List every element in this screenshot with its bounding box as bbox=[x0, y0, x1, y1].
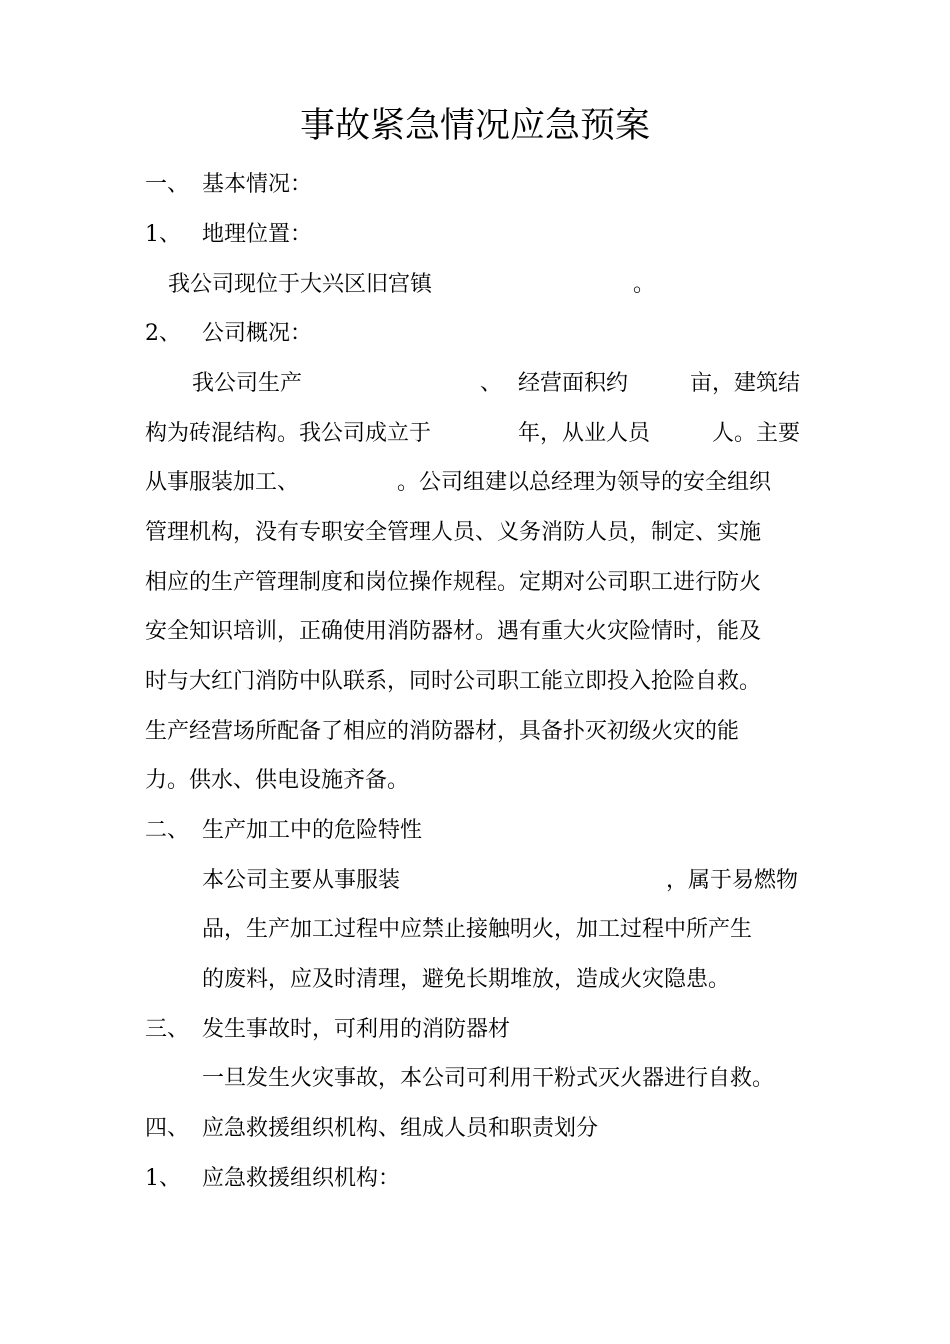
equipment-text: 一旦发生火灾事故，本公司可利用干粉式灭火器进行自救。 bbox=[202, 1066, 775, 1091]
overview-line-6: 安全知识培训，正确使用消防器材。遇有重大火灾险情时，能及 bbox=[145, 619, 762, 644]
section-2-number: 二、 bbox=[145, 818, 190, 843]
subsection-1-heading: 地理位置： bbox=[202, 222, 313, 247]
hazard-line-1-part-2: ，属于易燃物 bbox=[666, 868, 799, 893]
overview-line-3-part-2: 。公司组建以总经理为领导的安全组织 bbox=[397, 470, 772, 495]
hazard-line-1-part-1: 本公司主要从事服装 bbox=[202, 868, 401, 893]
section-2-heading: 生产加工中的危险特性 bbox=[202, 818, 423, 843]
hazard-line-3: 的废料，应及时清理，避免长期堆放，造成火灾隐患。 bbox=[202, 967, 731, 992]
location-end: 。 bbox=[633, 272, 656, 297]
overview-line-7: 时与大红门消防中队联系，同时公司职工能立即投入抢险自救。 bbox=[145, 669, 762, 694]
subsection-2-number: 2、 bbox=[145, 321, 181, 346]
subsection-4-1-number: 1、 bbox=[145, 1166, 181, 1191]
overview-line-9: 力。供水、供电设施齐备。 bbox=[145, 768, 410, 793]
overview-line-1-part-1: 我公司生产 bbox=[192, 371, 303, 396]
section-4-heading: 应急救援组织机构、组成人员和职责划分 bbox=[202, 1116, 599, 1141]
hazard-line-2: 品，生产加工过程中应禁止接触明火，加工过程中所产生 bbox=[202, 917, 753, 942]
subsection-1-number: 1、 bbox=[145, 222, 181, 247]
section-3-number: 三、 bbox=[145, 1017, 190, 1042]
overview-line-5: 相应的生产管理制度和岗位操作规程。定期对公司职工进行防火 bbox=[145, 570, 762, 595]
overview-line-2-part-3: 人。主要 bbox=[712, 421, 801, 446]
subsection-4-1-heading: 应急救援组织机构： bbox=[202, 1166, 401, 1191]
section-1-heading: 基本情况： bbox=[202, 172, 313, 197]
overview-line-2-part-1: 构为砖混结构。我公司成立于 bbox=[145, 421, 432, 446]
overview-line-1-part-3: 经营面积约 bbox=[518, 371, 629, 396]
subsection-2-heading: 公司概况： bbox=[202, 321, 313, 346]
location-text: 我公司现位于大兴区旧宫镇 bbox=[168, 272, 433, 297]
overview-line-2-part-2: 年，从业人员 bbox=[518, 421, 651, 446]
section-3-heading: 发生事故时，可利用的消防器材 bbox=[202, 1017, 511, 1042]
overview-line-4: 管理机构，没有专职安全管理人员、义务消防人员，制定、实施 bbox=[145, 520, 762, 545]
overview-line-8: 生产经营场所配备了相应的消防器材，具备扑灭初级火灾的能 bbox=[145, 719, 740, 744]
document-title: 事故紧急情况应急预案 bbox=[299, 106, 650, 146]
section-1-number: 一、 bbox=[145, 172, 190, 197]
overview-line-1-part-4: 亩，建筑结 bbox=[690, 371, 801, 396]
section-4-number: 四、 bbox=[145, 1116, 190, 1141]
overview-line-1-part-2: 、 bbox=[480, 371, 503, 396]
overview-line-3-part-1: 从事服装加工、 bbox=[145, 470, 300, 495]
